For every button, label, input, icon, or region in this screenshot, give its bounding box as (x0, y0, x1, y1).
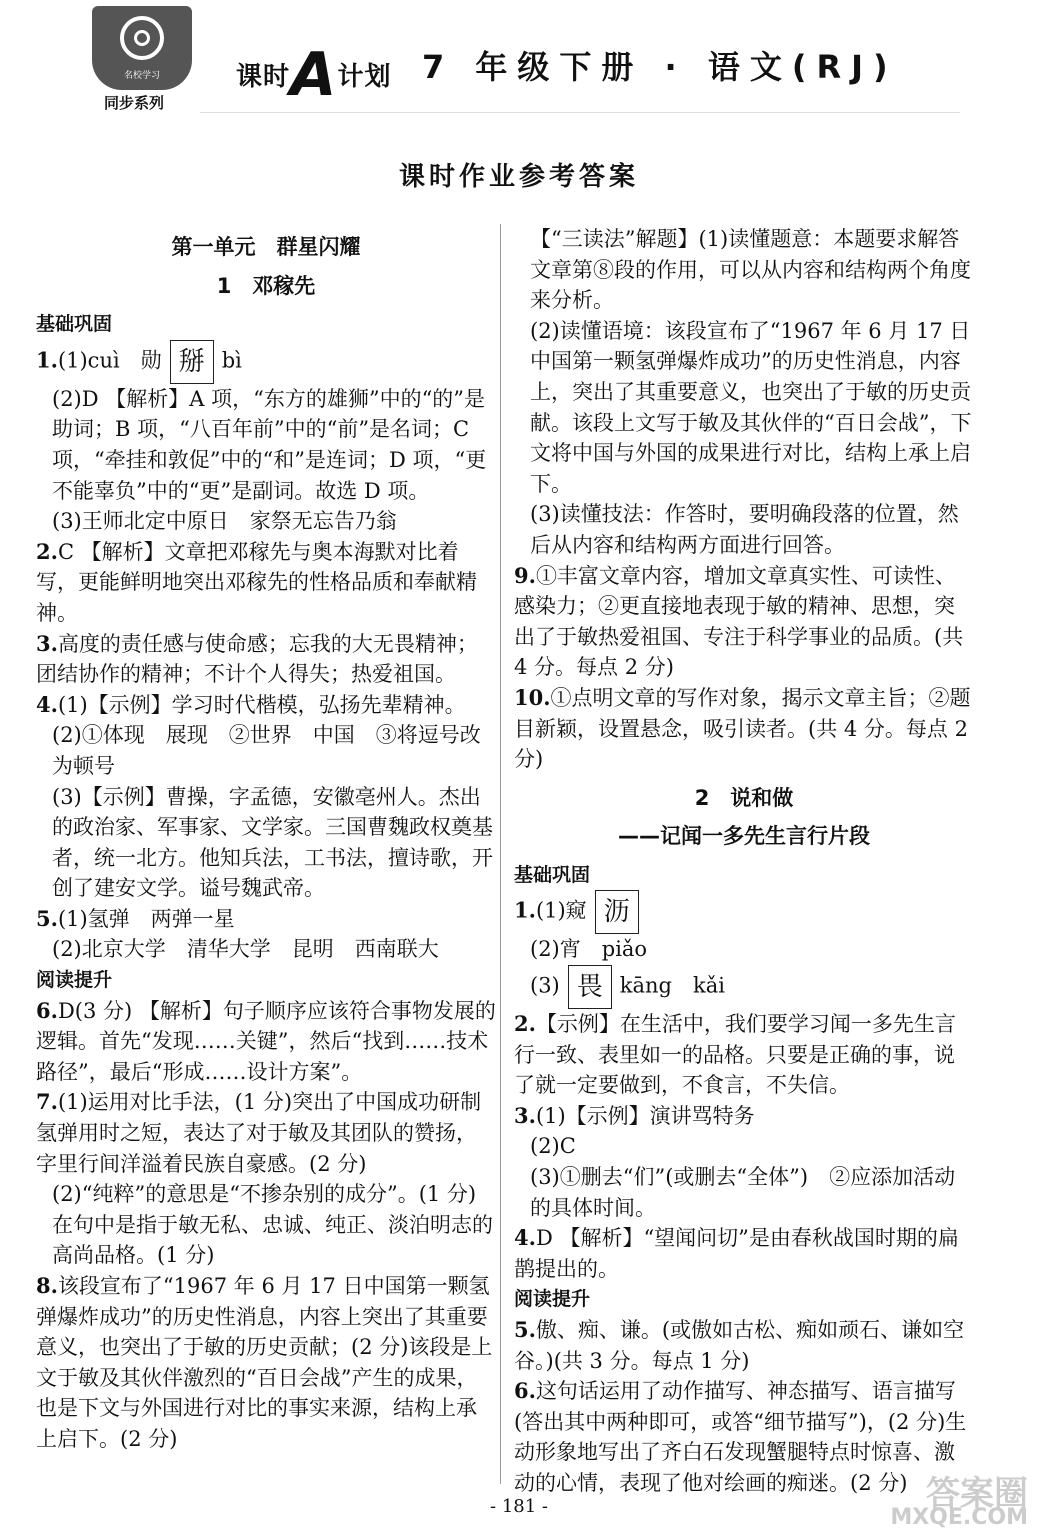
answer-text: (1)氢弹 两弹一星 (57, 906, 235, 931)
question-item (514, 890, 974, 934)
question-number: 5. (514, 1317, 536, 1342)
answer-text: C 【解析】文章把邓稼先与奥本海默对比着写，更能鲜明地突出邓稼先的性格品质和奉献精神。 (36, 539, 477, 625)
question-number: 6. (514, 1378, 536, 1404)
question-number: 9. (514, 562, 536, 588)
answer-text: (1)cuì 勋 (57, 348, 162, 373)
answer-text: (3) (530, 973, 560, 998)
question-number: 1. (36, 347, 58, 373)
answer-text: (3)①删去“们”(或删去“全体”) ②应添加活动的具体时间。 (530, 1165, 956, 1220)
watermark-line2: MXQE.COM (890, 1505, 1028, 1530)
answer-text: (2)C (530, 1134, 576, 1159)
question-number: 4. (514, 1225, 536, 1251)
question-number: 2. (514, 1011, 536, 1037)
question-item (36, 904, 496, 935)
header-rule (200, 112, 960, 113)
section-heading: 第一单元 群星闪耀 (171, 235, 361, 259)
answer-text: 【示例】在生活中，我们要学习闻一多先生言行一致、表里如一的品格。只要是正确的事，说了就一定要做到，不食言，不失信。 (514, 1012, 956, 1098)
boxed-character: 掰 (170, 340, 214, 384)
column-divider (500, 224, 501, 1484)
page-header (0, 0, 1038, 120)
book-title: 7 年级下册 · 语文(RJ) (422, 48, 898, 86)
answer-text: (2)读懂语境：该段宣布了“1967 年 6 月 17 日中国第一颗氢弹爆炸成功”的历史性消息，内容上，突出了其重要意义，也突出了于敏的历史贡献。该段上文写于敏及其伙伴的“百日会战”，下文将中国与外国的成果进行对比，结构上承上启下。 (530, 318, 972, 496)
pinyin-text: bì (221, 348, 242, 373)
answer-text: (2)宵 piǎo (530, 937, 648, 962)
answer-text: (1)窥 (535, 898, 587, 923)
question-number: 3. (514, 1102, 536, 1128)
answer-text: 高度的责任感与使命感；忘我的大无畏精神；团结协作的精神；不计个人得失；热爱祖国。 (36, 631, 478, 687)
subsection-label: 阅读提升 (36, 969, 113, 992)
brand-pre: 课时 (236, 62, 291, 92)
left-column (36, 224, 496, 1455)
question-number: 6. (36, 997, 58, 1023)
answer-text: (1)【示例】学习时代楷模，弘扬先辈精神。 (57, 692, 466, 717)
answer-text: (2)北京大学 清华大学 昆明 西南联大 (52, 937, 439, 962)
section-heading: 1 邓稼先 (216, 273, 316, 298)
question-item (514, 1223, 974, 1284)
brand-name (236, 40, 391, 110)
brand-a: A (290, 40, 338, 110)
answer-text (514, 965, 974, 1009)
watermark-line1: 答案圈 (926, 1474, 1028, 1514)
question-number: 4. (36, 691, 58, 717)
question-number: 3. (36, 630, 58, 656)
question-item (36, 537, 496, 629)
question-item (514, 1101, 974, 1132)
answer-text: (1)【示例】演讲骂特务 (535, 1103, 755, 1128)
answer-text: (3)王师北定中原日 家祭无忘告乃翁 (52, 509, 397, 534)
answer-text: (2)D 【解析】A 项，“东方的雄狮”中的“的”是助词；B 项，“八百年前”中的“前”是名词；C 项，“牵挂和敦促”中的“和”是连词；D 项，“更不能辜负”中的“更”是副词。故选 D 项。 (52, 386, 487, 503)
watermark (838, 1474, 1028, 1530)
question-item (36, 996, 496, 1088)
question-item (514, 1376, 974, 1498)
page-title: 课时作业参考答案 (398, 162, 639, 192)
section-heading: 2 说和做 (694, 785, 794, 810)
answer-text: 【“三读法”解题】(1)读懂题意：本题要求解答文章第⑧段的作用，可以从内容和结构两个角度来分析。 (530, 227, 971, 313)
answer-text: D(3 分) 【解析】句子顺序应该符合事物发展的逻辑。首先“发现……关键”，然后“找到……技术路径”，最后“形成……设计方案”。 (36, 998, 496, 1084)
logo-emblem-icon (120, 16, 164, 60)
boxed-character: 畏 (568, 965, 612, 1009)
question-item (36, 340, 496, 384)
question-number: 7. (36, 1089, 58, 1115)
answer-text: (2)“纯粹”的意思是“不掺杂别的成分”。(1 分)在句中是指于敏无私、忠诚、纯正、淡泊明志的高尚品格。(1 分) (52, 1182, 493, 1268)
question-number: 5. (36, 905, 58, 931)
question-item (36, 629, 496, 690)
logo-text: 名校学习 (123, 71, 160, 81)
question-item (36, 690, 496, 721)
question-number: 1. (514, 897, 536, 923)
subsection-label: 基础巩固 (36, 313, 113, 336)
boxed-character: 沥 (595, 890, 639, 934)
answer-text: (3)读懂技法：作答时，要明确段落的位置，然后从内容和结构两方面进行回答。 (530, 502, 959, 557)
brand-post: 计划 (337, 62, 392, 92)
answer-text: D 【解析】“望闻问切”是由春秋战国时期的扁鹊提出的。 (514, 1226, 959, 1281)
publisher-logo (92, 6, 192, 90)
pinyin-text: kāng kǎi (619, 973, 725, 998)
answer-text: (3)【示例】曹操，字孟德，安徽亳州人。杰出的政治家、军事家、文学家。三国曹魏政权奠基者，统一北方。他知兵法，工书法，擅诗歌，开创了建安文学。谥号魏武帝。 (52, 784, 493, 901)
question-item (514, 561, 974, 683)
series-label: 同步系列 (104, 94, 165, 112)
subsection-label: 阅读提升 (514, 1288, 591, 1311)
question-item (514, 1315, 974, 1376)
section-heading: ——记闻一多先生言行片段 (618, 824, 870, 849)
question-item (514, 1009, 974, 1101)
page-number: - 181 - (490, 1496, 548, 1517)
question-item (36, 1271, 496, 1455)
answer-text: (1)运用对比手法，(1 分)突出了中国成功研制氢弹用时之短，表达了对于敏及其团队的赞扬，字里行间洋溢着民族自豪感。(2 分) (36, 1090, 482, 1176)
answer-text: 傲、痴、谦。(或傲如古松、痴如顽石、谦如空谷。)(共 3 分。每点 1 分) (514, 1318, 965, 1373)
question-item (514, 683, 974, 775)
answer-text: 该段宣布了“1967 年 6 月 17 日中国第一颗氢弹爆炸成功”的历史性消息，内容上突出了其重要意义，也突出了于敏的历史贡献；(2 分)该段是上文于敏及其伙伴激烈的“百日会战”产生的成果，也是下文与外国进行对比的事实来源，结构上承上启下。(2 分) (36, 1274, 493, 1451)
question-number: 8. (36, 1273, 58, 1298)
answer-text: ①点明文章的写作对象，揭示文章主旨；②题目新颖，设置悬念，吸引读者。(共 4 分。每点 2 分) (514, 685, 971, 772)
question-item (36, 1087, 496, 1179)
answer-text: ①丰富文章内容，增加文章真实性、可读性、感染力；②更直接地表现于敏的精神、思想，突出了于敏热爱祖国、专注于科学事业的品质。(共 4 分。每点 2 分) (514, 563, 964, 680)
subsection-label: 基础巩固 (514, 863, 591, 886)
answer-text: (2)①体现 展现 ②世界 中国 ③将逗号改为顿号 (52, 723, 481, 778)
answer-text: 这句话运用了动作描写、神态描写、语言描写(答出其中两种即可，或答“细节描写”)，(2 分)生动形象地写出了齐白石发现蟹腿特点时惊喜、激动的心情，表现了他对绘画的痴迷。(2 分) (514, 1379, 967, 1495)
question-number: 10. (514, 684, 551, 710)
question-number: 2. (36, 538, 58, 564)
right-column (514, 224, 974, 1499)
